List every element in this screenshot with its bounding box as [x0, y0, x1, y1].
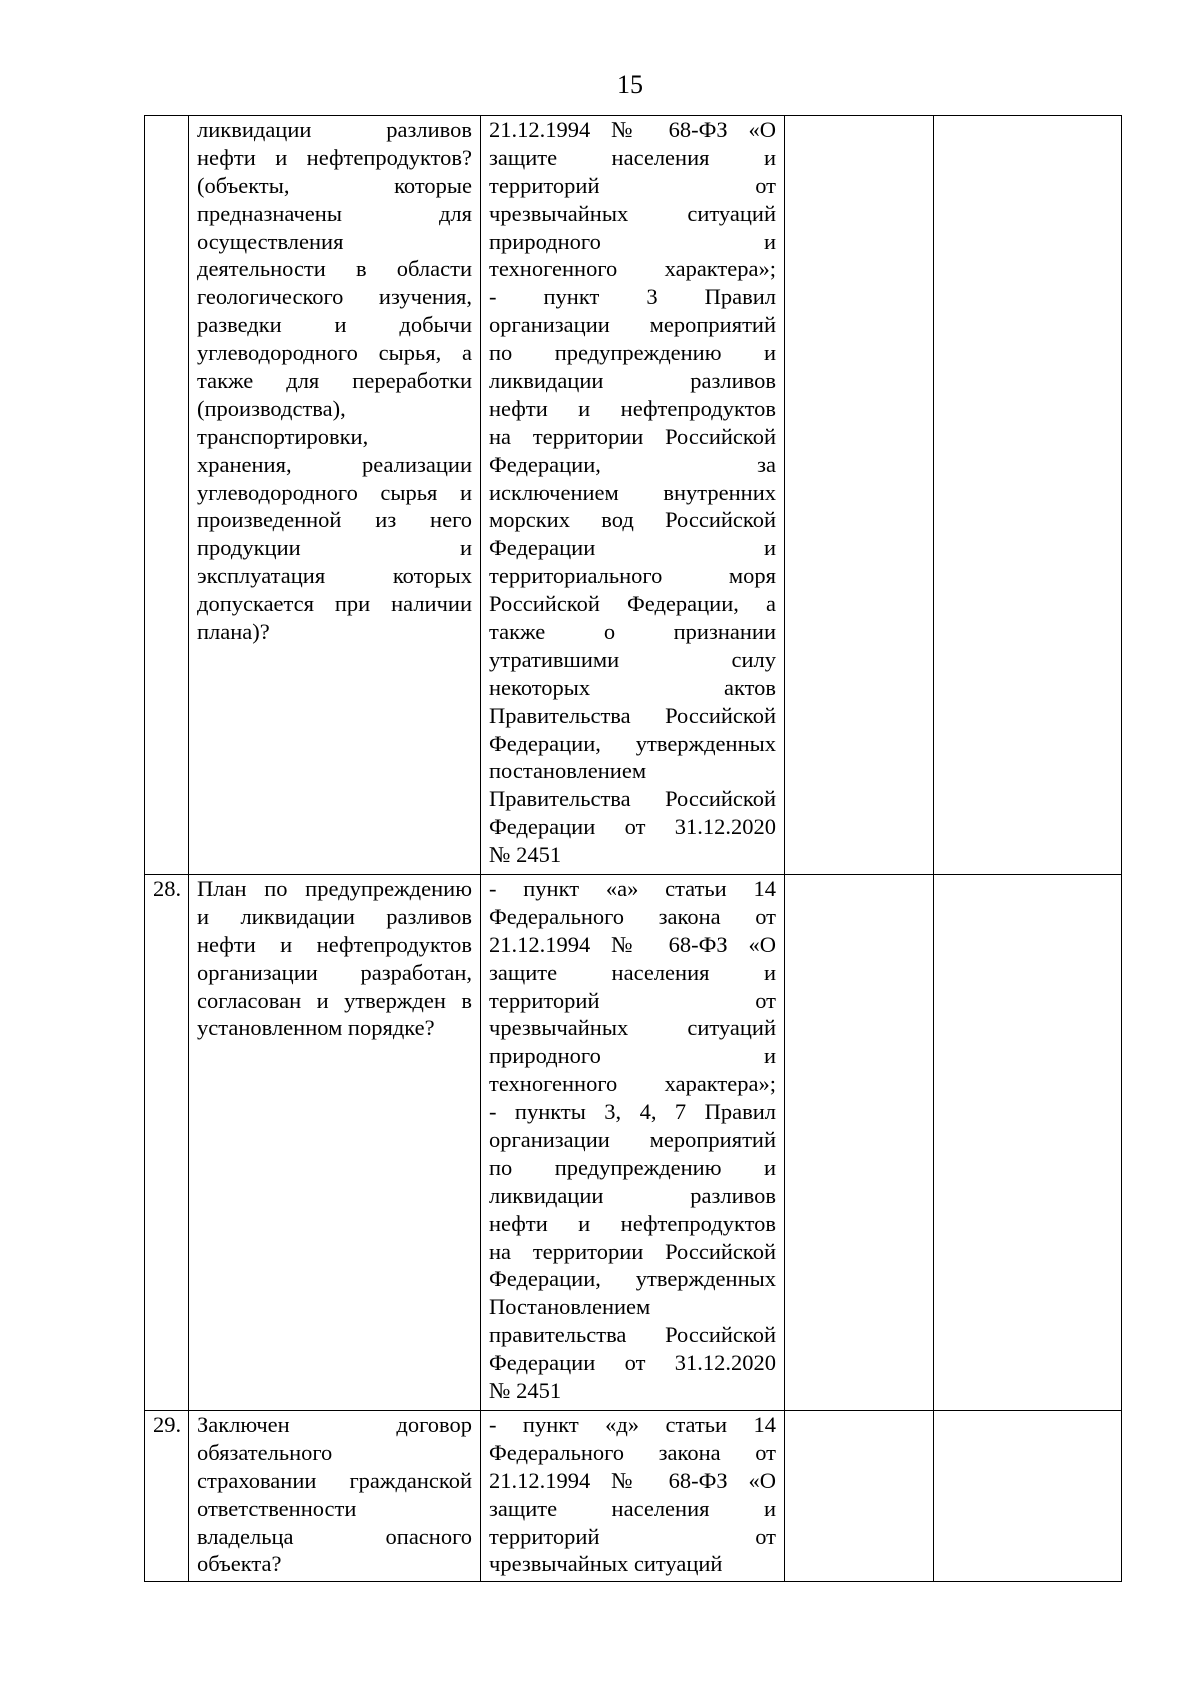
legal-basis-cell-line: техногенного характера»;	[489, 256, 776, 282]
legal-basis-cell-line: ликвидации разливов	[489, 1182, 776, 1208]
legal-basis-cell-line: Федерации от 31.12.2020	[489, 814, 776, 840]
legal-basis-cell-line: нефти и нефтепродуктов	[489, 1210, 776, 1236]
row-number: 28.	[153, 876, 182, 901]
legal-basis-cell-line: чрезвычайных ситуаций	[489, 1015, 776, 1041]
legal-basis-cell-line: природного и	[489, 228, 776, 254]
legal-basis-cell-line: Федерации, утвержденных	[489, 1266, 776, 1292]
question-cell-line: произведенной из него	[197, 507, 472, 533]
legal-basis-cell-line: утратившими силу	[489, 646, 776, 672]
question-cell-line: деятельности в области	[197, 256, 472, 282]
question-cell	[189, 875, 481, 1411]
legal-basis-cell-line: исключением внутренних	[489, 479, 776, 505]
table-row	[145, 875, 1122, 1411]
legal-basis-cell-line: территориального моря	[489, 563, 776, 589]
legal-basis-cell-line: Правительства Российской	[489, 702, 776, 728]
legal-basis-cell-line: Федерации и	[489, 535, 776, 561]
question-cell-line: углеводородного сырья, а	[197, 340, 472, 366]
question-cell-line: Заключен договор	[197, 1412, 472, 1437]
question-cell-line: объекта?	[197, 1551, 282, 1577]
legal-basis-cell-line: на территории Российской	[489, 423, 776, 449]
legal-basis-cell-line: организации мероприятий	[489, 1127, 776, 1153]
question-cell	[189, 116, 481, 875]
legal-basis-cell	[481, 875, 785, 1411]
legal-basis-cell-line: на территории Российской	[489, 1238, 776, 1264]
table-body	[145, 116, 1122, 1582]
legal-basis-cell-line: Постановлением	[489, 1294, 651, 1320]
table-row	[145, 116, 1122, 875]
legal-basis-cell-line: морских вод Российской	[489, 507, 776, 533]
legal-basis-cell-line: правительства Российской	[489, 1322, 776, 1348]
legal-basis-cell-line: территорий от	[489, 1523, 776, 1549]
row-number: 29.	[153, 1412, 182, 1437]
question-cell-line: разведки и добычи	[197, 312, 472, 338]
question-cell-line: ответственности	[197, 1495, 357, 1521]
requirements-table	[144, 115, 1122, 1582]
legal-basis-cell-line: - пункт 3 Правил	[489, 284, 776, 310]
legal-basis-cell-line: нефти и нефтепродуктов	[489, 395, 776, 421]
legal-basis-cell-line: Федерального закона от	[489, 903, 776, 929]
legal-basis-cell-line: ликвидации разливов	[489, 368, 776, 394]
legal-basis-cell-line: природного и	[489, 1043, 776, 1069]
legal-basis-cell-line: техногенного характера»;	[489, 1071, 776, 1097]
question-cell-line: плана)?	[197, 619, 270, 645]
note-cell	[934, 116, 1122, 875]
legal-basis-cell-line: территорий от	[489, 987, 776, 1013]
question-cell-line: допускается при наличии	[197, 591, 472, 617]
question-cell-line: План по предупреждению	[197, 876, 472, 901]
legal-basis-cell-line: Федерации от 31.12.2020	[489, 1350, 776, 1376]
legal-basis-cell-line: защите населения и	[489, 1495, 776, 1521]
question-cell-line: углеводородного сырья и	[197, 479, 472, 505]
legal-basis-cell-line: Федерации, утвержденных	[489, 730, 776, 756]
legal-basis-cell-line: № 2451	[489, 842, 562, 868]
question-cell-line: согласован и утвержден в	[197, 987, 472, 1013]
question-cell-line: (объекты, которые	[197, 172, 472, 198]
question-cell-line: продукции и	[197, 535, 472, 561]
answer-cell	[785, 1411, 934, 1582]
legal-basis-cell-line: Федерального закона от	[489, 1439, 776, 1465]
note-cell	[934, 1411, 1122, 1582]
legal-basis-cell-line: защите населения и	[489, 144, 776, 170]
legal-basis-cell-line: Российской Федерации, а	[489, 591, 776, 617]
legal-basis-cell-line: Федерации, за	[489, 451, 776, 477]
legal-basis-cell-line: организации мероприятий	[489, 312, 776, 338]
legal-basis-cell	[481, 1411, 785, 1582]
legal-basis-cell-line: также о признании	[489, 619, 776, 645]
legal-basis-cell-line: - пункты 3, 4, 7 Правил	[489, 1099, 776, 1125]
question-cell-line: обязательного	[197, 1439, 333, 1465]
legal-basis-cell-line: по предупреждению и	[489, 340, 776, 366]
page-number: 15	[617, 70, 643, 99]
answer-cell	[785, 116, 934, 875]
legal-basis-cell-line: защите населения и	[489, 959, 776, 985]
legal-basis-cell-line: некоторых актов	[489, 674, 776, 700]
question-cell-line: организации разработан,	[197, 959, 472, 985]
legal-basis-cell-line: 21.12.1994 № 68-ФЗ «О	[489, 931, 776, 957]
row-number-cell	[145, 116, 189, 875]
legal-basis-cell-line: Правительства Российской	[489, 786, 776, 812]
question-cell-line: эксплуатация которых	[197, 563, 472, 589]
legal-basis-cell-line: территорий от	[489, 172, 776, 198]
question-cell-line: и ликвидации разливов	[197, 903, 472, 929]
question-cell-line: ликвидации разливов	[197, 117, 472, 142]
legal-basis-cell-line: чрезвычайных ситуаций	[489, 1551, 723, 1577]
question-cell-line: предназначены для	[197, 200, 472, 226]
question-cell-line: страховании гражданской	[197, 1467, 472, 1493]
question-cell-line: также для переработки	[197, 368, 472, 394]
legal-basis-cell-line: - пункт «а» статьи 14	[489, 876, 776, 901]
question-cell-line: геологического изучения,	[197, 284, 472, 310]
question-cell-line: хранения, реализации	[197, 451, 472, 477]
table-row	[145, 1411, 1122, 1582]
legal-basis-cell-line: № 2451	[489, 1378, 562, 1404]
question-cell-line: нефти и нефтепродуктов	[197, 931, 472, 957]
row-number-cell	[145, 1411, 189, 1582]
legal-basis-cell-line: - пункт «д» статьи 14	[489, 1412, 776, 1437]
legal-basis-cell	[481, 116, 785, 875]
legal-basis-cell-line: чрезвычайных ситуаций	[489, 200, 776, 226]
question-cell-line: осуществления	[197, 228, 344, 254]
legal-basis-cell-line: 21.12.1994 № 68-ФЗ «О	[489, 117, 776, 142]
question-cell-line: нефти и нефтепродуктов?	[197, 144, 472, 170]
question-cell-line: транспортировки,	[197, 423, 369, 449]
answer-cell	[785, 875, 934, 1411]
question-cell	[189, 1411, 481, 1582]
legal-basis-cell-line: 21.12.1994 № 68-ФЗ «О	[489, 1467, 776, 1493]
question-cell-line: установленном порядке?	[197, 1015, 435, 1041]
note-cell	[934, 875, 1122, 1411]
legal-basis-cell-line: по предупреждению и	[489, 1154, 776, 1180]
legal-basis-cell-line: постановлением	[489, 758, 647, 784]
question-cell-line: владельца опасного	[197, 1523, 472, 1549]
row-number-cell	[145, 875, 189, 1411]
question-cell-line: (производства),	[197, 395, 346, 421]
